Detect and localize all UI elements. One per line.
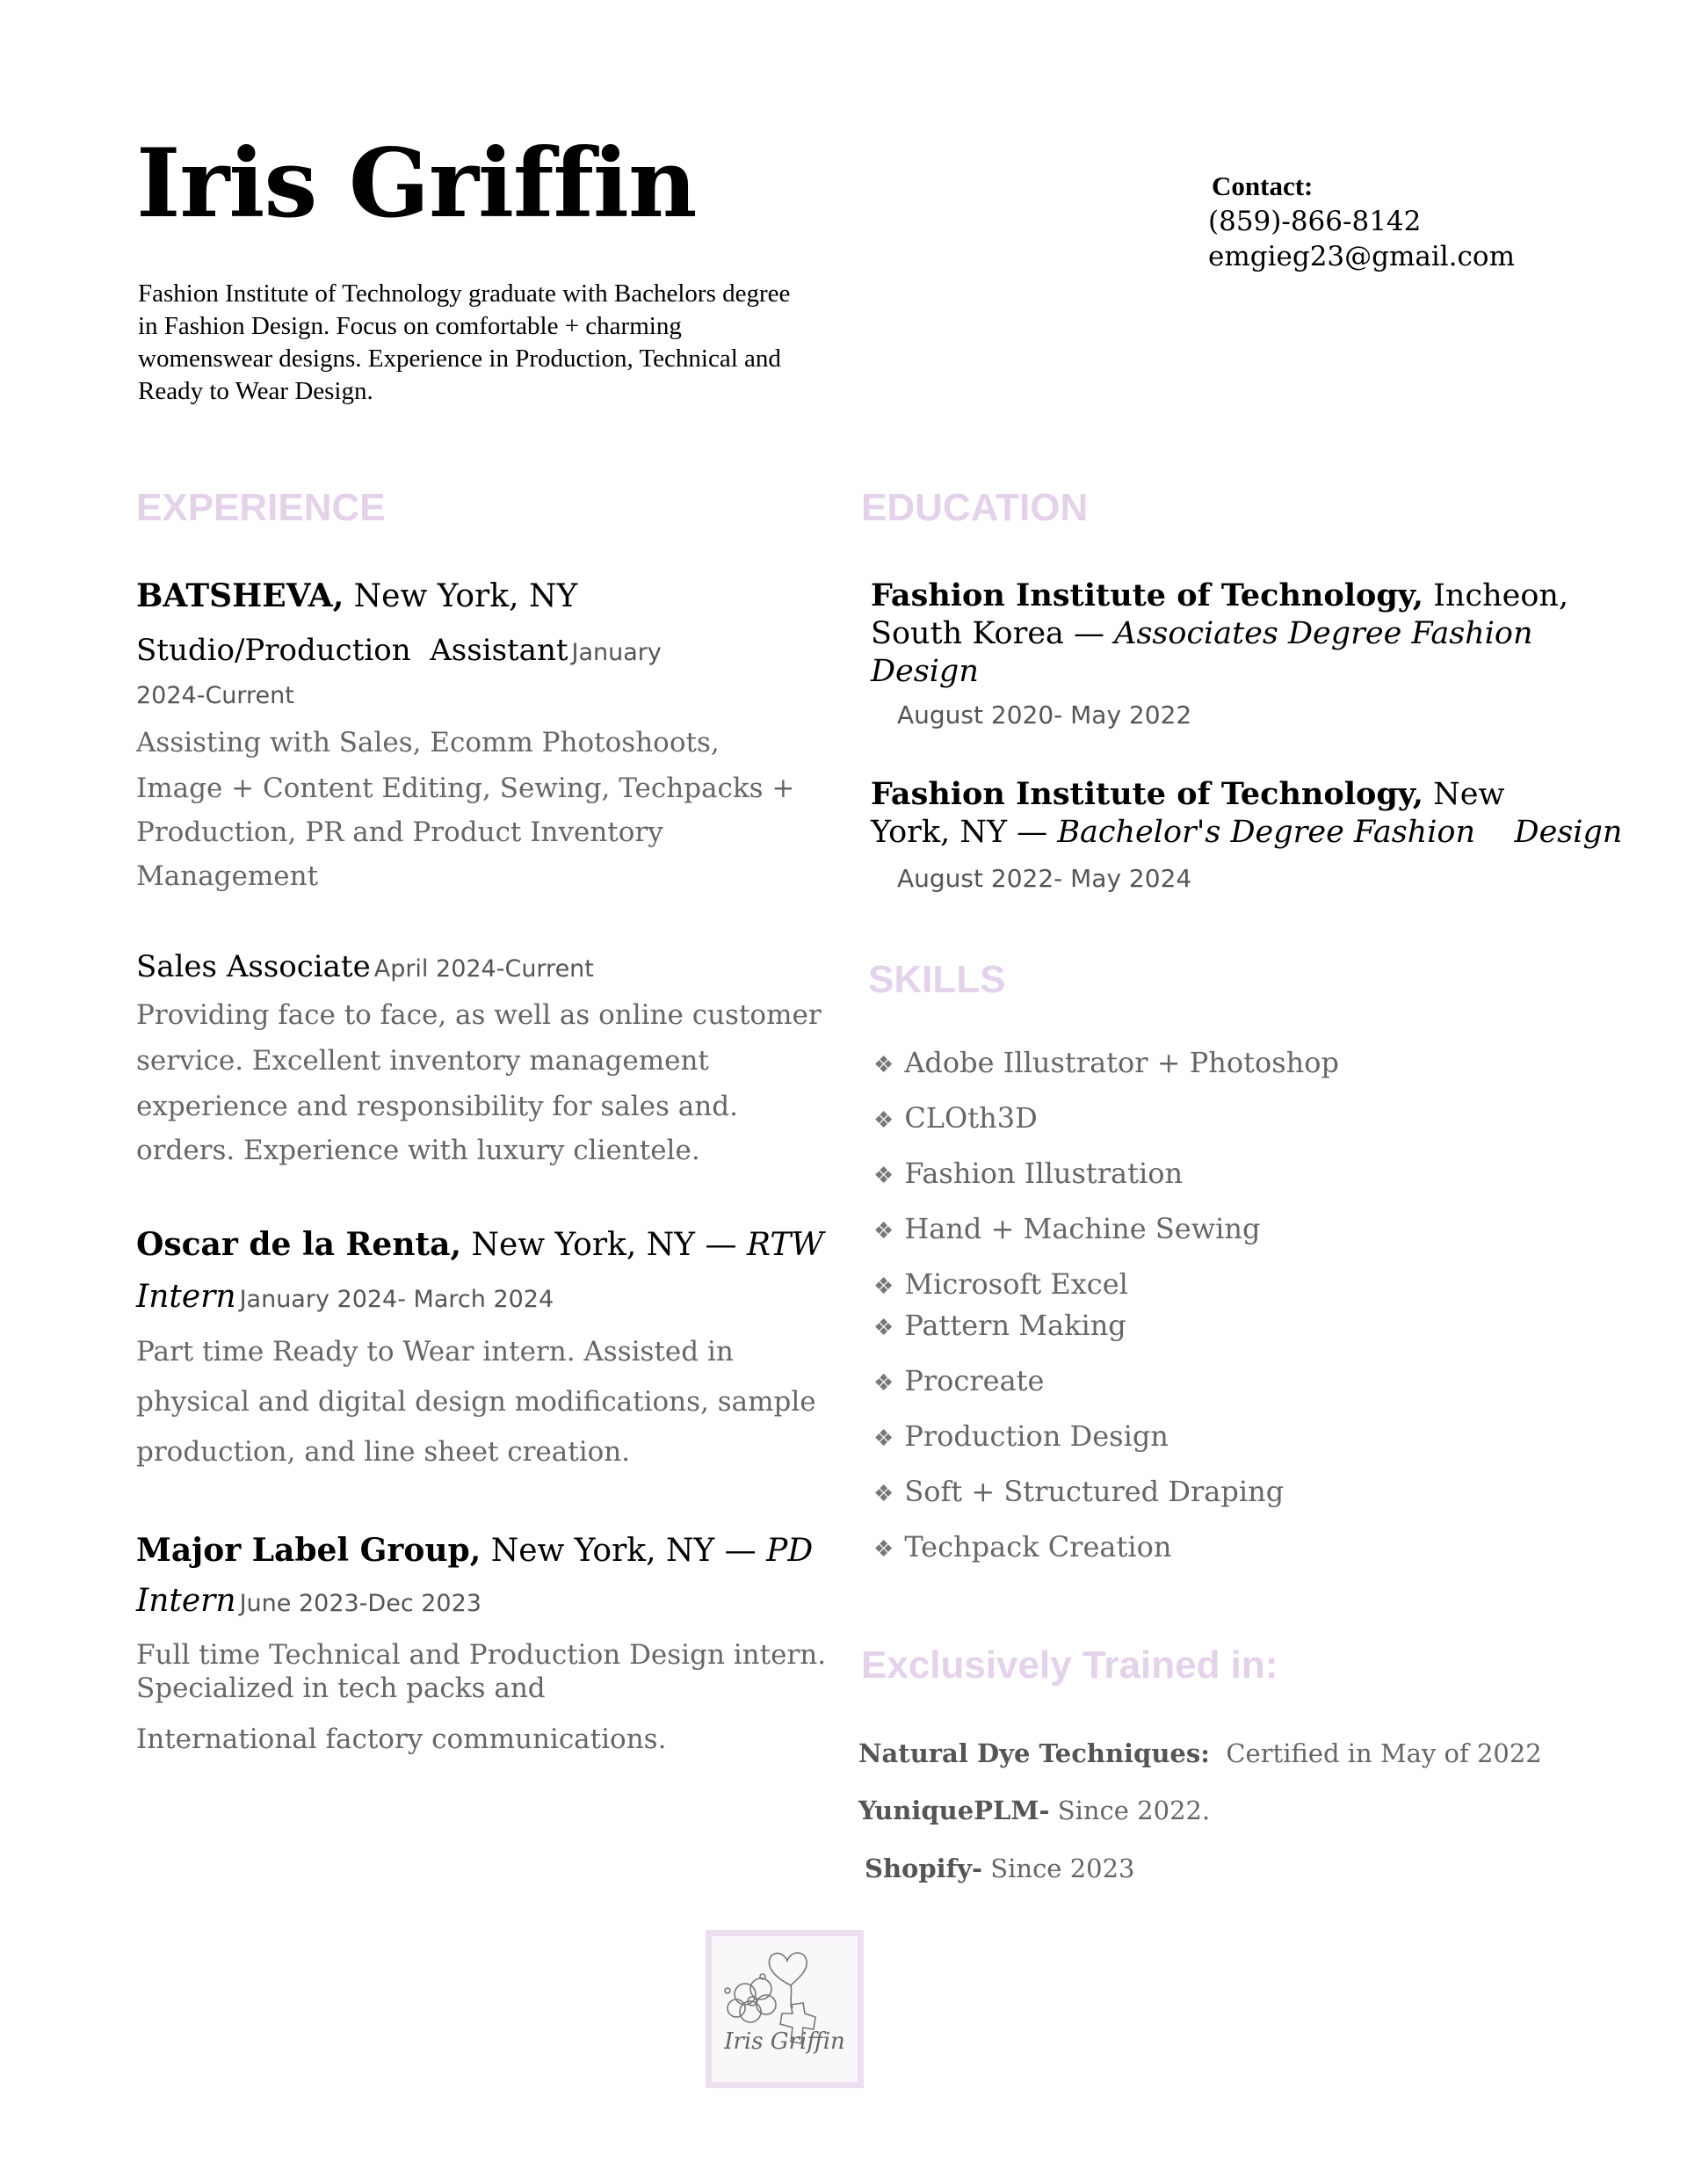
diamond-bullet-icon: ❖ — [873, 1481, 894, 1507]
skill-label: Techpack Creation — [904, 1530, 1172, 1564]
diamond-bullet-icon: ❖ — [873, 1536, 894, 1563]
skill-item — [873, 1530, 1171, 1564]
skill-item — [873, 1475, 1284, 1508]
skills-heading: SKILLS — [868, 958, 1006, 1001]
skill-item — [873, 1267, 1128, 1301]
job-1-company: BATSHEVA, — [136, 577, 344, 614]
job-4-title — [136, 1529, 813, 1572]
job-4-location: New York, NY — — [481, 1533, 767, 1569]
job-1-description — [136, 721, 794, 898]
trained-value: Since 2022. — [1049, 1796, 1211, 1825]
edu-1-degree: Associates Degree Fashion — [1114, 616, 1533, 651]
education-item-2 — [871, 775, 1626, 852]
job-3-company: Oscar de la Renta, — [136, 1226, 462, 1263]
edu-1-degree-continued: Design — [871, 654, 979, 689]
diamond-bullet-icon: ❖ — [873, 1218, 894, 1244]
edu-2-location: New — [1423, 777, 1505, 812]
experience-heading: EXPERIENCE — [136, 486, 386, 529]
skill-label: Adobe Illustrator + Photoshop — [904, 1046, 1340, 1079]
education-heading: EDUCATION — [861, 486, 1089, 529]
contact-label: Contact: — [1212, 171, 1314, 201]
job-4-description — [136, 1638, 826, 1756]
edu-1-location: Incheon, — [1423, 578, 1569, 613]
page-title: Iris Griffin — [136, 128, 697, 239]
diamond-bullet-icon: ❖ — [873, 1052, 894, 1078]
diamond-bullet-icon: ❖ — [873, 1370, 894, 1397]
contact-email: emgieg23@gmail.com — [1208, 241, 1515, 272]
trained-item — [858, 1738, 1542, 1768]
skill-label: Microsoft Excel — [904, 1267, 1128, 1301]
skill-item — [873, 1419, 1169, 1453]
skill-label: Pattern Making — [904, 1309, 1126, 1342]
edu-1-date: August 2020- May 2022 — [897, 700, 1192, 729]
summary-text: Fashion Institute of Technology graduate with Bachelors degree in Fashion Design. Focus on comfortable + charming womenswear designs. Experience in Production, Technical and Ready to Wear Design. — [138, 279, 791, 405]
skill-label: Production Design — [904, 1419, 1169, 1453]
job-2-desc-line: Providing face to face, as well as online customer — [136, 999, 822, 1031]
skill-label: Procreate — [904, 1364, 1045, 1397]
flower-heart-doodle-icon — [712, 1936, 858, 2082]
trained-value: Since 2023 — [982, 1854, 1135, 1883]
skill-item — [873, 1101, 1038, 1135]
trained-label: YuniquePLM- — [858, 1796, 1050, 1825]
job-3-desc-line: physical and digital design modifications, sample — [136, 1386, 816, 1418]
edu-2-school: Fashion Institute of Technology, — [871, 776, 1423, 812]
edu-1-line-1 — [871, 577, 1600, 615]
job-3-role: RTW — [746, 1227, 824, 1263]
skill-item — [873, 1364, 1044, 1397]
job-2-date: April 2024-Current — [373, 955, 594, 983]
job-3-description — [136, 1327, 816, 1477]
education-item-1 — [871, 577, 1600, 691]
job-4-role-line — [136, 1580, 481, 1622]
edu-2-date: August 2022- May 2024 — [897, 864, 1192, 893]
job-1-desc-line: Production, PR and Product Inventory — [136, 816, 663, 848]
skill-item — [873, 1046, 1339, 1079]
job-3-desc-line: production, and line sheet creation. — [136, 1436, 631, 1468]
job-1-role: Studio/Production Assistant — [136, 633, 568, 668]
trained-item — [858, 1796, 1210, 1825]
contact-phone: (859)-866-8142 — [1208, 206, 1422, 237]
diamond-bullet-icon: ❖ — [873, 1315, 894, 1341]
skill-label: Soft + Structured Draping — [904, 1475, 1285, 1508]
diamond-bullet-icon: ❖ — [873, 1426, 894, 1452]
skill-item — [873, 1309, 1126, 1342]
job-1-date-continued: 2024-Current — [136, 682, 294, 709]
trained-item — [865, 1854, 1135, 1883]
edu-2-line-1 — [871, 775, 1626, 814]
trained-value: Certified in May of 2022 — [1209, 1738, 1542, 1768]
job-4-desc-line: International factory communications. — [136, 1723, 667, 1755]
job-1-role-line — [136, 629, 662, 671]
job-1-desc-line: Image + Content Editing, Sewing, Techpacks + — [136, 773, 795, 804]
trained-heading: Exclusively Trained in: — [861, 1643, 1278, 1687]
edu-1-location-continued: South Korea — — [871, 616, 1115, 651]
trained-label: Shopify- — [865, 1854, 983, 1883]
job-3-role-line — [136, 1276, 554, 1318]
job-3-location: New York, NY — — [461, 1227, 747, 1263]
job-2-role: Sales Associate — [136, 949, 371, 984]
job-1-desc-line: Management — [136, 860, 319, 892]
job-2-description — [136, 993, 822, 1172]
job-1-location: New York, NY — [344, 578, 578, 614]
job-4-role: PD — [766, 1533, 814, 1569]
diamond-bullet-icon: ❖ — [873, 1273, 894, 1300]
job-4-role-continued: Intern — [136, 1583, 236, 1619]
diamond-bullet-icon: ❖ — [873, 1163, 894, 1189]
job-2-desc-line: orders. Experience with luxury clientele. — [136, 1135, 700, 1166]
job-4-company: Major Label Group, — [136, 1532, 481, 1569]
job-4-desc-line: Full time Technical and Production Design intern. — [136, 1639, 827, 1671]
edu-2-line-2 — [871, 814, 1626, 852]
job-2-desc-line: service. Excellent inventory management — [136, 1045, 709, 1077]
job-3-date: January 2024- March 2024 — [239, 1286, 554, 1313]
job-3-role-continued: Intern — [136, 1279, 236, 1315]
skill-label: Hand + Machine Sewing — [904, 1212, 1261, 1245]
edu-1-line-3 — [871, 653, 1600, 691]
diamond-bullet-icon: ❖ — [873, 1107, 894, 1134]
edu-2-degree: Bachelor's Degree Fashion Design — [1057, 815, 1623, 850]
job-4-date: June 2023-Dec 2023 — [239, 1590, 481, 1617]
job-2-desc-line: experience and responsibility for sales and. — [136, 1091, 738, 1122]
job-1-title — [136, 575, 577, 618]
skill-label: Fashion Illustration — [904, 1157, 1184, 1190]
edu-2-location-continued: York, NY — — [871, 815, 1058, 850]
edu-1-line-2 — [871, 615, 1600, 653]
signature-logo — [706, 1930, 864, 2088]
job-1-desc-line: Assisting with Sales, Ecomm Photoshoots, — [136, 727, 720, 758]
job-1-date: January — [571, 639, 662, 666]
job-2-role-line — [136, 946, 594, 988]
signature-text: Iris Griffin — [724, 2028, 845, 2055]
skill-label: CLOth3D — [904, 1101, 1038, 1135]
contact-block — [1208, 169, 1515, 274]
job-3-desc-line: Part time Ready to Wear intern. Assisted in — [136, 1336, 734, 1368]
job-3-title — [136, 1223, 823, 1266]
edu-1-school: Fashion Institute of Technology, — [871, 577, 1423, 613]
trained-label: Natural Dye Techniques: — [858, 1738, 1210, 1768]
job-4-desc-line: Specialized in tech packs and — [136, 1672, 546, 1704]
skill-item — [873, 1212, 1260, 1245]
skill-item — [873, 1157, 1183, 1190]
